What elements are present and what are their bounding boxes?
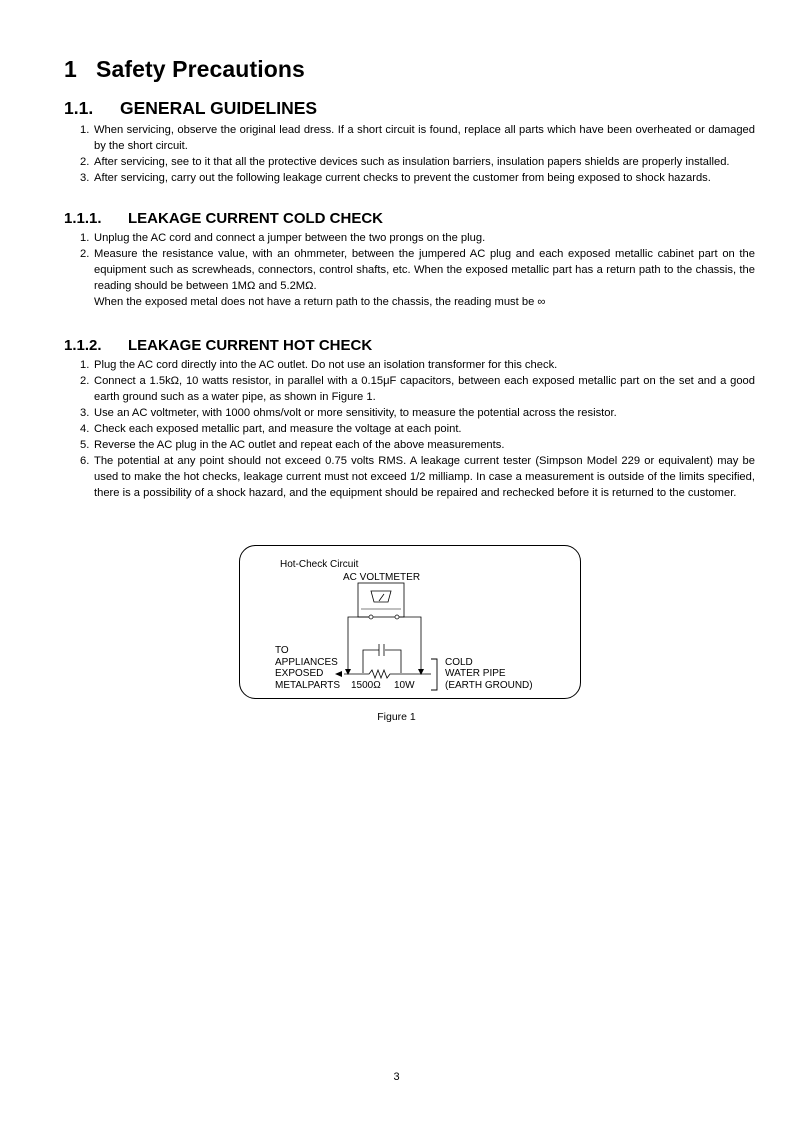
right-label-line2: WATER PIPE [445,668,506,679]
page-number: 3 [393,1071,400,1083]
list-item: 1. Plug the AC cord directly into the AC outlet. Do not use an isolation transformer for this check. [80,359,558,371]
list-item: 1. Unplug the AC cord and connect a jumper between the two prongs on the plug. [80,232,486,244]
list-item: 6. The potential at any point should not exceed 0.75 volts RMS. A leakage current tester (Simpson Model 229 or equivalent) may be used to make the hot checks, leakage current must not exceed 1/2 milliamp. In case a measurement is outside of the limits specified, there is a possibility of a shock hazard, and the equipment should be repaired and rechecked before it is returned to the customer. [80,455,755,499]
list-item: 5. Reverse the AC plug in the AC outlet and repeat each of the above measurements. [80,439,505,451]
figure-title: Hot-Check Circuit [280,559,359,570]
page-title: 1 Safety Precautions [64,56,305,82]
left-label-line3: EXPOSED [275,668,324,679]
figure-caption: Figure 1 [377,711,416,723]
meter-label: AC VOLTMETER [343,572,421,583]
left-label-line2: APPLIANCES [275,657,338,668]
list-item: 4. Check each exposed metallic part, and measure the voltage at each point. [80,423,462,435]
section-heading-general-guidelines: 1.1. GENERAL GUIDELINES [64,98,318,118]
hot-check-list [64,357,755,501]
cold-check-note: When the exposed metal does not have a return path to the chassis, the reading must be ∞ [94,296,546,308]
section-heading-hot-check: 1.1.2. LEAKAGE CURRENT HOT CHECK [64,337,373,354]
section-heading-cold-check: 1.1.1. LEAKAGE CURRENT COLD CHECK [64,210,383,227]
right-label-line1: COLD [445,657,473,668]
voltmeter-icon [358,583,404,619]
list-item: 2. After servicing, see to it that all the protective devices such as insulation barriers, insulation papers shields are properly installed. [80,156,730,168]
wattage-label: 10W [394,680,415,691]
resistor-value: 1500Ω [351,680,381,691]
cold-check-list [64,230,755,294]
list-item: 2. Measure the resistance value, with an ohmmeter, between the jumpered AC plug and each exposed metallic cabinet part on the equipment such as screwheads, connectors, control shafts, etc. When the exposed metallic part has a return path to the chassis, the reading should be between 1MΩ and 5.2MΩ. [80,248,755,292]
right-label-line3: (EARTH GROUND) [445,680,533,691]
left-label-line4: METALPARTS [275,680,341,691]
list-item: 3. After servicing, carry out the following leakage current checks to prevent the customer from being exposed to shock hazards. [80,172,711,184]
hot-check-circuit-figure [239,545,581,699]
left-label-line1: TO [275,645,289,656]
list-item: 1. When servicing, observe the original lead dress. If a short circuit is found, replace all parts which have been overheated or damaged by the short circuit. [80,124,755,152]
general-guidelines-list [64,122,755,186]
list-item: 2. Connect a 1.5kΩ, 10 watts resistor, in parallel with a 0.15μF capacitors, between each exposed metallic part on the set and a good earth ground such as a water pipe, as shown in Figure 1. [80,375,755,403]
list-item: 3. Use an AC voltmeter, with 1000 ohms/volt or more sensitivity, to measure the potential across the resistor. [80,407,617,419]
circuit-diagram [239,545,581,699]
